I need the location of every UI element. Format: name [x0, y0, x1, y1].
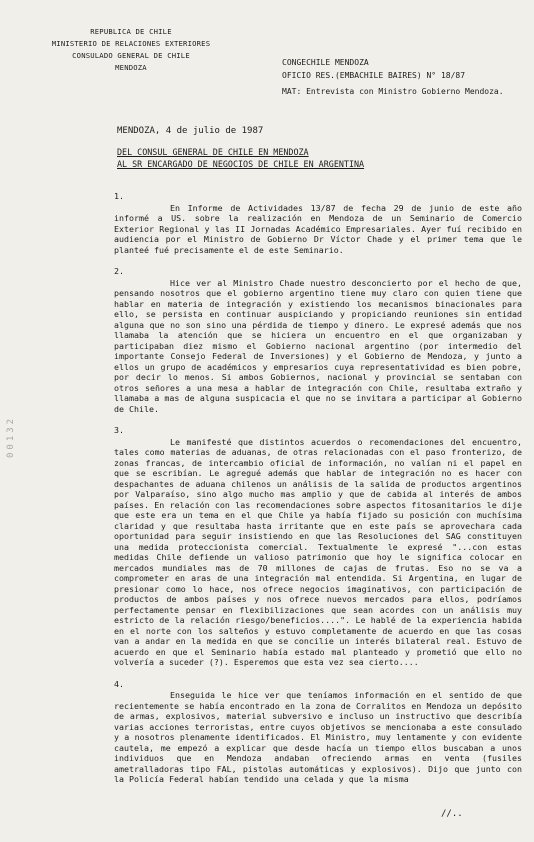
paragraph-number: 1.	[114, 191, 124, 201]
paragraph	[114, 266, 522, 414]
addressee-from: DEL CONSUL GENERAL DE CHILE EN MENDOZA	[117, 147, 309, 157]
paragraph-text: Le manifesté que distintos acuerdos o recomendaciones del encuentro, tales como materias de aduanas, de otras relacionadas con el paso fronterizo, de zonas francas, de intercambio oficial de información, no valían ni el papel en que se escribían. Le agregué además que hablar de integración no es hacer con despachantes de aduana chilenos un análisis de la salida de productos argentinos por Valparaíso, sino algo mucho mas amplio y que de cabida al interés de ambos países. En relación con las recomendaciones sobre aspectos fitosanitarios le dije que este era un tema en el que Chile ya había fijado su posición con muchísima claridad y que resultaba hasta irritante que en este país se aprovechara cada oportunidad para seguir insistiendo en que las Resoluciones del SAG constituyen una medida proteccionista comercial. Textualmente le expresé "...con estas medidas Chile defiende un valioso patrimonio que hoy le significa colocar en mercados mundiales mas de 70 millones de cajas de frutas. Eso no se va a comprometer en aras de una integración mal entendida. Si Argentina, en lugar de presionar como lo hace, nos ofrece negocios imaginativos, con participación de productos de ambos países y nos ofrece nuevos mercados para ellos, podríamos perfectamente pensar en flexibilizaciones que sean acordes con un análisis muy estricto de la relación riesgo/beneficios....". Le hablé de la experiencia habida en el norte con los salteños y estuvo completamente de acuerdo en que las cosas van a andar en la medida en que se concilie un interés bilateral real. Estuvo de acuerdo en que el Seminario había estado mal planteado y prometió que ello no volvería a suceder (?). Esperemos que esta vez sea cierto....	[114, 436, 522, 667]
paragraph-number: 2.	[114, 266, 124, 276]
paragraph	[114, 679, 522, 785]
continuation-mark: //..	[441, 809, 463, 819]
paragraph-number: 4.	[114, 678, 124, 689]
letterhead-line: REPUBLICA DE CHILE	[90, 27, 172, 36]
paragraph-text: En Informe de Actividades 13/87 de fecha 29 de junio de este año informé a US. sobre la realización en Mendoza de un Seminario de Comercio Exterior Regional y las II Jornadas Académico Empresariales. Ayer fuí recibido en audiencia por el Ministro de Gobierno Dr Víctor Chade y el primer tema que le planteé fué precisamente el de este Seminario.	[114, 202, 522, 255]
paragraph-text: Enseguida le hice ver que teníamos información en el sentido de que recientemente se había encontrado en la zona de Corralitos en Mendoza un depósito de armas, explosivos, material subversivo e incluso un instructivo que describía varias acciones terroristas, entre cuyos objetivos se mencionaba a este consulado y a nosotros plenamente identificados. El Ministro, muy lentamente y con evidente cautela, me empezó a explicar que desde hacía un tiempo ellos buscaban a unos individuos que en Mendoza andaban ofreciendo armas en venta (fusiles ametralladoras tipo FAL, pistolas automáticas y explosivos). Dijo que junto con la Policía Federal habían tendido una celada y que la misma	[114, 690, 522, 784]
reference-block	[282, 56, 530, 98]
letterhead-line: MINISTERIO DE RELACIONES EXTERIORES	[51, 39, 211, 48]
paragraph	[114, 425, 522, 668]
reference-line: OFICIO RES.(EMBACHILE BAIRES) N° 18/87	[282, 71, 466, 80]
addressee-block	[117, 146, 364, 170]
subject-line: MAT: Entrevista con Ministro Gobierno Mendoza.	[282, 87, 504, 96]
letterhead	[46, 26, 216, 74]
paragraph	[114, 191, 522, 255]
letter-body	[114, 191, 522, 796]
date-line: MENDOZA, 4 de julio de 1987	[117, 126, 264, 136]
margin-stamp: 00132	[6, 415, 16, 458]
addressee-to: AL SR ENCARGADO DE NEGOCIOS DE CHILE EN ARGENTINA	[117, 159, 365, 169]
paragraph-text: Hice ver al Ministro Chade nuestro desconcierto por el hecho de que, pensando nosotros que el gobierno argentino tiene muy claro con quien tiene que hablar en materia de integración y existiendo los mecanismos binacionales para ello, se persista en continuar auspiciando y propiciando reuniones sin entidad alguna que no son sino una pérdida de tiempo y dinero. Le expresé además que nos llamaba la atención que se hiciera un encuentro en el que organizaban y participaban diez mismo el Gobierno nacional argentino (por intermedio del importante Consejo Federal de Inversiones) y el Gobierno de Mendoza, y junto a ellos un grupo de académicos y empresarios cuya representatividad es bien pobre, por decir lo menos. Si ambos Gobiernos, nacional y provincial se sentaban con otros señores a una mesa a hablar de integración con Chile, resultaba extraño y llamaba a mas de alguna suspicacia el que no se invitara a participar al Gobierno de Chile.	[114, 277, 522, 414]
letterhead-line: CONSULADO GENERAL DE CHILE	[72, 51, 190, 60]
letterhead-line: MENDOZA	[115, 63, 147, 72]
reference-line: CONGECHILE MENDOZA	[282, 58, 369, 67]
paragraph-number: 3.	[114, 425, 124, 435]
